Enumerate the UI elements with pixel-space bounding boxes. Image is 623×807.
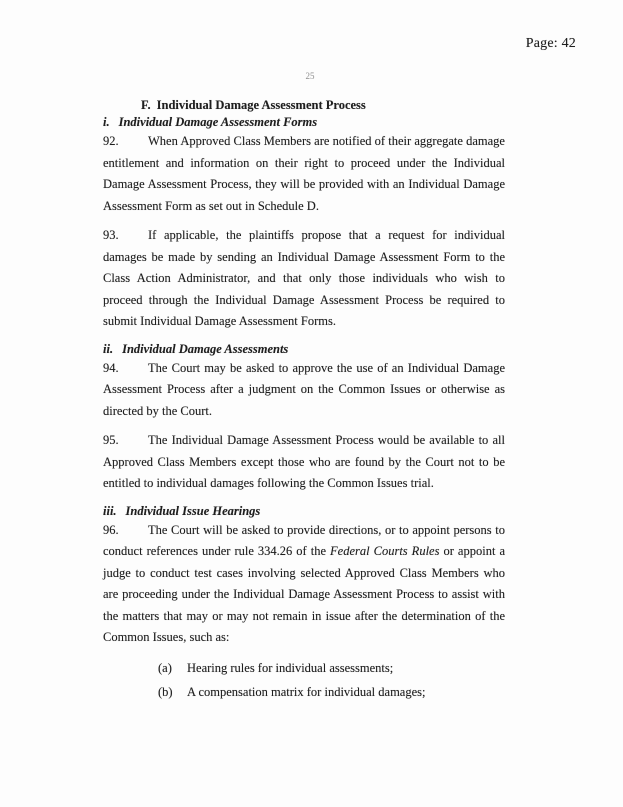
section-heading-label: F. bbox=[141, 98, 151, 112]
list-item-a-marker: (a) bbox=[158, 660, 172, 675]
subsection-iii-title: Individual Issue Hearings bbox=[125, 503, 261, 518]
page-header-label: Page: 42 bbox=[525, 36, 576, 51]
paragraph-95 bbox=[103, 430, 505, 495]
subsection-ii-label: ii. bbox=[103, 341, 114, 356]
scan-page-number: 25 bbox=[305, 71, 315, 81]
paragraph-93 bbox=[103, 225, 505, 333]
list-item-b bbox=[103, 681, 505, 703]
list-item-a bbox=[103, 657, 505, 679]
subsection-heading-ii bbox=[103, 341, 505, 358]
paragraph-93-text: If applicable, the plaintiffs propose that a request for individual damages be made by sending an Individual Damage Assessment Form to the Class Action Administrator, and that only those individuals who wish to proceed through the Individual Damage Assessment Process be required to submit Individual Damage Assessment Forms. bbox=[103, 228, 505, 328]
list-item-b-marker: (b) bbox=[158, 684, 173, 699]
federal-courts-rules-citation: Federal Courts Rules bbox=[330, 544, 440, 558]
document-body bbox=[103, 97, 505, 705]
subsection-iii-label: iii. bbox=[103, 503, 117, 518]
list-item-a-text: Hearing rules for individual assessments; bbox=[187, 660, 394, 675]
paragraph-96 bbox=[103, 520, 505, 649]
paragraph-94 bbox=[103, 358, 505, 423]
paragraph-92-text: When Approved Class Members are notified of their aggregate damage entitlement and information on their right to proceed under the Individual Damage Assessment Process, they will be provided with an Individual Damage Assessment Form as set out in Schedule D. bbox=[103, 134, 505, 213]
paragraph-96-text-start: The Court will be asked to provide directions, or to appoint persons to conduct references under rule 334.26 of the bbox=[103, 522, 505, 558]
subsection-i-label: i. bbox=[103, 115, 110, 129]
subsection-heading-iii bbox=[103, 503, 505, 520]
subsection-heading-i bbox=[103, 114, 505, 131]
paragraph-92-number: 92. bbox=[103, 134, 119, 148]
section-heading bbox=[103, 97, 505, 114]
paragraph-96-text-end: or appoint a judge to conduct test cases involving selected Approved Class Members who are proceeding under the Individual Damage Assessment Process to assist with the matters that may or may not remain in issue after the determination of the Common Issues, such as: bbox=[103, 544, 505, 644]
paragraph-94-number: 94. bbox=[103, 360, 119, 375]
list-item-b-text: A compensation matrix for individual damages; bbox=[187, 684, 426, 699]
paragraph-95-number: 95. bbox=[103, 433, 119, 447]
subparagraph-list bbox=[103, 657, 505, 703]
paragraph-92 bbox=[103, 131, 505, 217]
paragraph-93-number: 93. bbox=[103, 228, 119, 242]
paragraph-95-text: The Individual Damage Assessment Process would be available to all Approved Class Members except those who are found by the Court not to be entitled to individual damages following the Common Issues trial. bbox=[103, 433, 505, 490]
subsection-ii-title: Individual Damage Assessments bbox=[122, 341, 289, 356]
section-heading-title: Individual Damage Assessment Process bbox=[156, 98, 366, 112]
paragraph-94-text: The Court may be asked to approve the use of an Individual Damage Assessment Process after a judgment on the Common Issues or otherwise as directed by the Court. bbox=[103, 360, 505, 418]
paragraph-96-number: 96. bbox=[103, 522, 119, 537]
subsection-i-title: Individual Damage Assessment Forms bbox=[118, 115, 318, 129]
